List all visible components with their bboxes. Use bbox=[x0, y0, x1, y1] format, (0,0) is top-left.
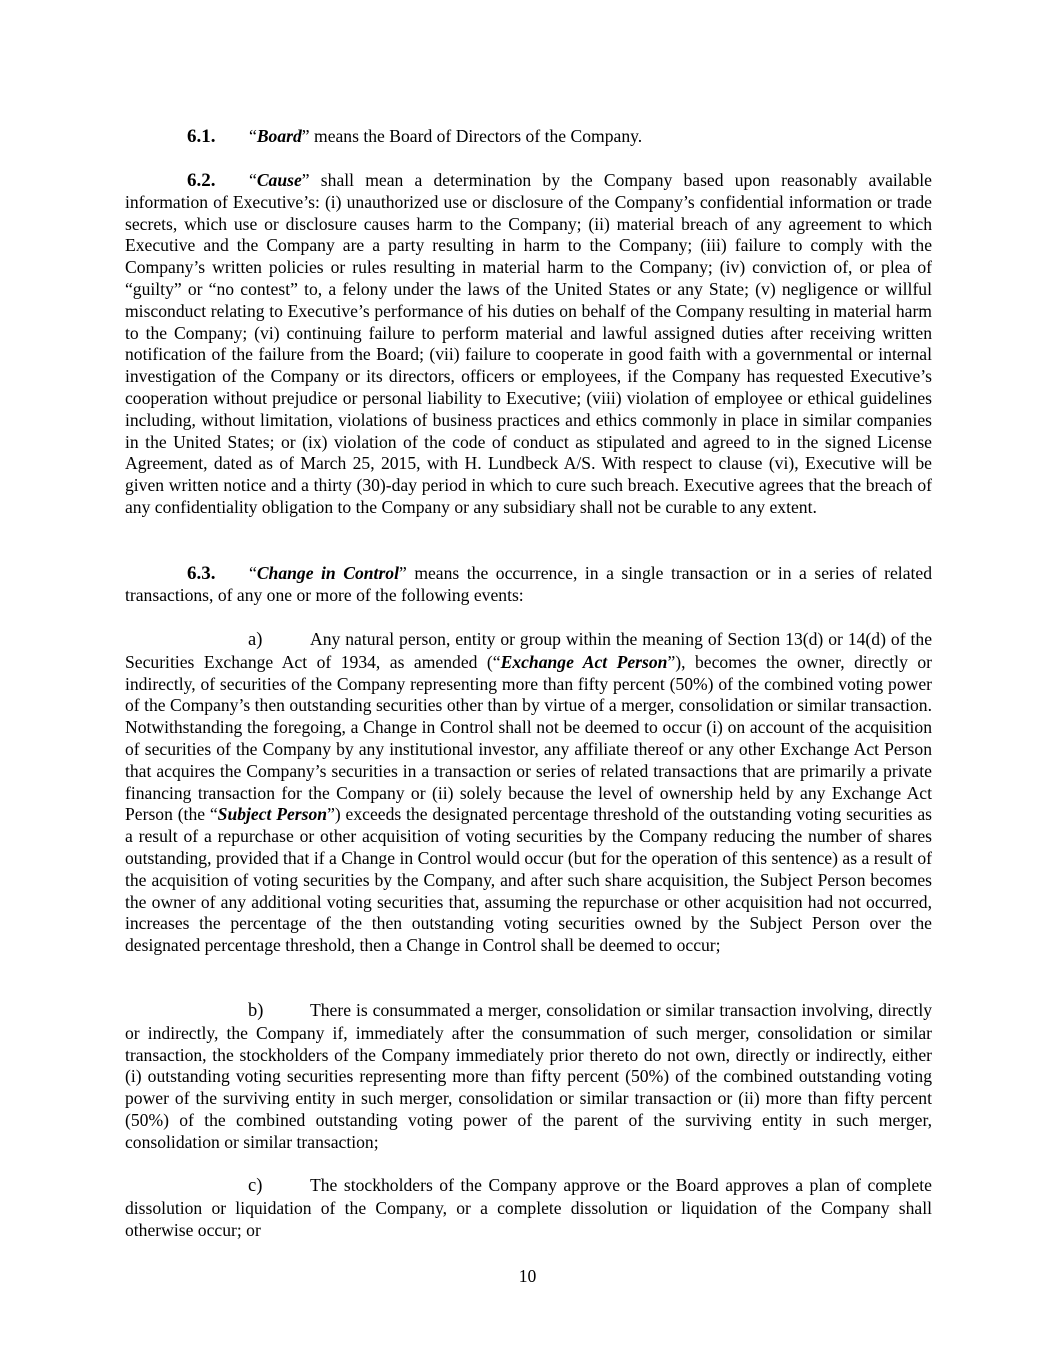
section-6-1: 6.1. “Board” means the Board of Directors of the Company. bbox=[187, 126, 643, 147]
subitem-label: a) bbox=[248, 630, 263, 650]
subitem-label: b) bbox=[248, 1001, 264, 1021]
section-number: 6.2. bbox=[187, 170, 216, 191]
defined-term: Board bbox=[256, 126, 302, 146]
page-number: 10 bbox=[518, 1266, 537, 1286]
section-6-2: 6.2. “Cause” shall mean a determination by the Company based upon reasonably available information of Executive’s: (i) unauthorized use or disclosure of the Company’s confidential information or trade secrets, which use or disclosure causes harm to the Company; (ii) material breach of any agreement to which Executive and the Company are a party resulting in harm to the Company; (iii) failure to comply with the Company’s written policies or rules resulting in material harm to the Company; (iv) conviction of, or plea of “guilty” or “no contest” to, a felony under the laws of the United States or any State; (v) negligence or willful misconduct relating to Executive’s performance of his duties on behalf of the Company resulting in material harm to the Company; (vi) continuing failure to perform material and lawful assigned duties after receiving written notification of the failure from the Board; (vii) failure to cooperate in good faith with a governmental or internal investigation of the Company or its directors, officers or employees, if the Company has requested Executive’s cooperation without prejudice or personal liability to Executive; (viii) violation of employee or ethical guidelines including, without limitation, violations of business practices and ethics commonly in place in similar companies in the United States; or (ix) violation of the code of conduct as stipulated and agreed to in the signed License Agreement, dated as of March 25, 2015, with H. Lundbeck A/S. With respect to clause (vi), Executive will be given written notice and a thirty (30)-day period in which to cure such breach. Executive agrees that the breach of any confidentiality obligation to the Company or any subsidiary shall not be curable to any extent. bbox=[125, 170, 932, 517]
subitem-a: a) Any natural person, entity or group within the meaning of Section 13(d) or 14(d) of the Securities Exchange Act of 1934, as amended (“Exchange Act Person”), becomes the owner, directly or indirectly, of securities of the Company representing more than fifty percent (50%) of the combined voting power of the Company’s then outstanding securities other than by virtue of a merger, consolidation or similar transaction. Notwithstanding the foregoing, a Change in Control shall not be deemed to occur (i) on account of the acquisition of securities of the Company by any institutional investor, any affiliate thereof or any other Exchange Act Person that acquires the Company’s securities in a transaction or series of related transactions that are primarily a private financing transaction for the Company or (ii) solely because the level of ownership held by any Exchange Act Person (the “Subject Person”) exceeds the designated percentage threshold of the outstanding voting securities as a result of a repurchase or other acquisition of voting securities by the Company reducing the number of shares outstanding, provided that if a Change in Control would occur (but for the operation of this sentence) as a result of the acquisition of voting securities by the Company, and after such share acquisition, the Subject Person becomes the owner of any additional voting securities that, assuming the repurchase or other acquisition had not occurred, increases the percentage of the then outstanding voting securities owned by the Subject Person over the designated percentage threshold, then a Change in Control shall be deemed to occur; bbox=[125, 629, 932, 956]
subitem-label: c) bbox=[248, 1176, 263, 1196]
defined-term: Exchange Act Person bbox=[500, 651, 668, 672]
defined-term: Subject Person bbox=[217, 804, 328, 825]
section-number: 6.3. bbox=[187, 563, 216, 584]
subitem-b: b) There is consummated a merger, consolidation or similar transaction involving, directly or indirectly, the Company if, immediately after the consummation of such merger, consolidation or similar transaction, the stockholders of the Company immediately prior thereto do not own, directly or indirectly, either (i) outstanding voting securities representing more than fifty percent (50%) of the combined outstanding voting power of the surviving entity in such merger, consolidation or similar transaction or (ii) more than fifty percent (50%) of the combined outstanding voting power of the parent of the surviving entity in such merger, consolidation or similar transaction; bbox=[125, 1000, 932, 1152]
subitem-c: c) The stockholders of the Company approve or the Board approves a plan of complete dissolution or liquidation of the Company, or a complete dissolution or liquidation of the Company shall otherwise occur; or bbox=[125, 1175, 932, 1240]
section-number: 6.1. bbox=[187, 126, 216, 147]
section-6-3: 6.3. “Change in Control” means the occurrence, in a single transaction or in a series of related transactions, of any one or more of the following events: bbox=[125, 563, 932, 605]
defined-term: Cause bbox=[256, 170, 302, 190]
defined-term: Change in Control bbox=[256, 563, 399, 583]
